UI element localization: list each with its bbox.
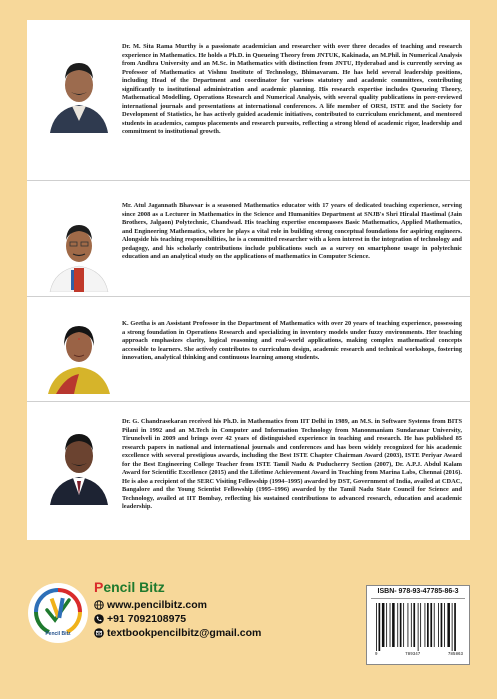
phone-number[interactable]: +91 7092108975 bbox=[107, 613, 187, 625]
phone-row[interactable] bbox=[94, 613, 186, 625]
brand-name: encil Bitz bbox=[103, 579, 165, 595]
isbn-label: ISBN- 978-93-47785-86-3 bbox=[377, 588, 459, 595]
barcode-bar bbox=[452, 603, 453, 651]
author-photo-1 bbox=[46, 49, 112, 133]
author-photo-4 bbox=[46, 421, 112, 505]
barcode-bar bbox=[397, 603, 398, 647]
barcode-bar bbox=[427, 603, 429, 647]
divider bbox=[27, 296, 470, 297]
barcode-bar bbox=[390, 603, 391, 647]
logo-text: Pencil Bitz bbox=[45, 631, 71, 637]
barcode-bar bbox=[418, 603, 419, 651]
barcode-bar bbox=[411, 603, 412, 647]
publisher-brand bbox=[94, 579, 165, 595]
publisher-footer bbox=[0, 565, 497, 699]
barcode-bar bbox=[430, 603, 432, 647]
barcode bbox=[376, 603, 462, 651]
barcode-digit-group: 789347 bbox=[405, 653, 421, 657]
barcode-bar bbox=[434, 603, 435, 647]
globe-icon bbox=[94, 600, 104, 610]
barcode-bar bbox=[420, 603, 421, 647]
barcode-bar bbox=[379, 603, 381, 651]
author-photo-2 bbox=[46, 208, 112, 292]
barcode-bar bbox=[392, 603, 395, 647]
website-link[interactable]: www.pencilbitz.com bbox=[107, 599, 207, 611]
barcode-bar bbox=[382, 603, 385, 647]
barcode-bar bbox=[403, 603, 404, 647]
email-address[interactable]: textbookpencilbitz@gmail.com bbox=[107, 627, 262, 639]
email-row[interactable] bbox=[94, 627, 261, 639]
brand-initial: P bbox=[94, 579, 104, 595]
barcode-digit-group: 9 bbox=[375, 653, 378, 657]
author-bio-1: Dr. M. Sita Rama Murthy is a passionate academician and researcher with over three decades of teaching and research experience in Mathematics. He holds a Ph.D. in Queueing Theory from JNTUK, Kakinada, an M.Phil. in Numerical Analysis from Andhra University and an M.Sc. in Mathematics with distinction from JNTU, Hyderabad and is currently serving as Professor of Mathematics at Vishnu Institute of Technology, Bhimavaram. He has held several leadership positions, including Head of the Department and coordinator for various statutory and academic committees, contributing significantly to institutional administration and academic planning. His research expertise includes Queueing Theory, Mathematical Modelling, Operations Research and Numerical Analysis, with several quality publications in peer-reviewed international journals and presentations at international conferences. A life member of ORSI, ISTE and the Society for Development of Statistics, he has actively guided academic initiatives, contributed to curriculum enrichment, and mentored students in academics, campus placements and research pursuits, reflecting a strong blend of academic rigor, leadership and commitment to institutional growth. bbox=[122, 43, 462, 136]
divider bbox=[27, 180, 470, 181]
barcode-bar bbox=[425, 603, 426, 647]
author-bio-2: Mr. Atul Jagannath Bhawsar is a seasoned Mathematics educator with 17 years of dedicated teaching experience, serving since 2008 as a Lecturer in Mathematics in the Science and Humanities Department at SNJB's Shri Hiralal Hastimal (Jain Brothers, Jalgaon) Polytechnic, Chandwad. His teaching expertise encompasses Basic Mathematics, Applied Mathematics, and Engineering Mathematics, where he plays a vital role in building strong conceptual foundations for aspiring engineers. Alongside his teaching responsibilities, he is a committed researcher with a keen interest in the integration of technology and pedagogy, and his scholarly contributions include publications such as a survey on smartphone usage in polytechnic education and an analytical study on the applications of mathematics in Computer Science. bbox=[122, 202, 462, 261]
barcode-bar bbox=[408, 603, 409, 647]
author-bio-3: K. Geetha is an Assistant Professor in the Department of Mathematics with over 20 years of teaching experience, possessing a strong foundation in Operations Research and specializing in inventory models under fuzzy environments. Her teaching approach emphasizes clarity, logical reasoning and real-world applications, making complex mathematical concepts accessible to learners. She actively contributes to curriculum design, academic research and technical workshops, fostering innovation, analytical thinking and continuous learning among students. bbox=[122, 320, 462, 362]
author-bios-panel bbox=[27, 20, 470, 540]
isbn-barcode-box bbox=[366, 585, 470, 665]
barcode-bar bbox=[386, 603, 387, 647]
mail-icon bbox=[94, 628, 104, 638]
barcode-bar bbox=[447, 603, 450, 647]
website-row[interactable] bbox=[94, 599, 207, 611]
barcode-bar bbox=[454, 603, 456, 651]
author-photo-3 bbox=[46, 310, 112, 394]
barcode-bar bbox=[376, 603, 377, 651]
barcode-bar bbox=[413, 603, 415, 647]
divider bbox=[27, 401, 470, 402]
barcode-digits bbox=[369, 653, 469, 657]
pencil-bitz-logo bbox=[27, 582, 89, 644]
barcode-digit-group: 785863 bbox=[447, 653, 463, 657]
phone-icon bbox=[94, 614, 104, 624]
barcode-bar bbox=[441, 603, 443, 647]
barcode-bar bbox=[444, 603, 445, 647]
isbn-rule bbox=[371, 598, 465, 599]
barcode-bar bbox=[438, 603, 439, 647]
barcode-bar bbox=[400, 603, 402, 647]
author-bio-4: Dr. G. Chandrasekaran received his Ph.D. in Mathematics from IIT Delhi in 1989, an M.S. in Software Systems from BITS Pilani in 1992 and an M.Tech in Computer and Information Technology from Manonmaniam Sundaranar University, Tirunelveli in 2009 and brings over 42 years of distinguished experience in teaching and research. He has published 85 research papers in national and international journals and conferences and has been widely recognized for his academic excellence with several prestigious awards, including the Best ISTE Chapter Chairman Award (2003), ISTE Periyar Award for the Best Engineering College Teacher from ISTE Tamil Nadu & Puducherry Section (2007), Dr. A.P.J. Abdul Kalam Award for Scientific Excellence (2015) and the Lifetime Achievement Award in Teaching from Marina Labs, Chennai (2016). He is also a recipient of the SERC Visiting Fellowship (1994–1995) awarded by DST, Government of India, availed at CDAC, Bangalore and the Young Scientist Fellowship (1995–1996) awarded by the Tamil Nadu State Council for Science and Technology, availed at IIT Bombay, reflecting his sustained contributions to advanced research, education and academic leadership. bbox=[122, 418, 462, 511]
